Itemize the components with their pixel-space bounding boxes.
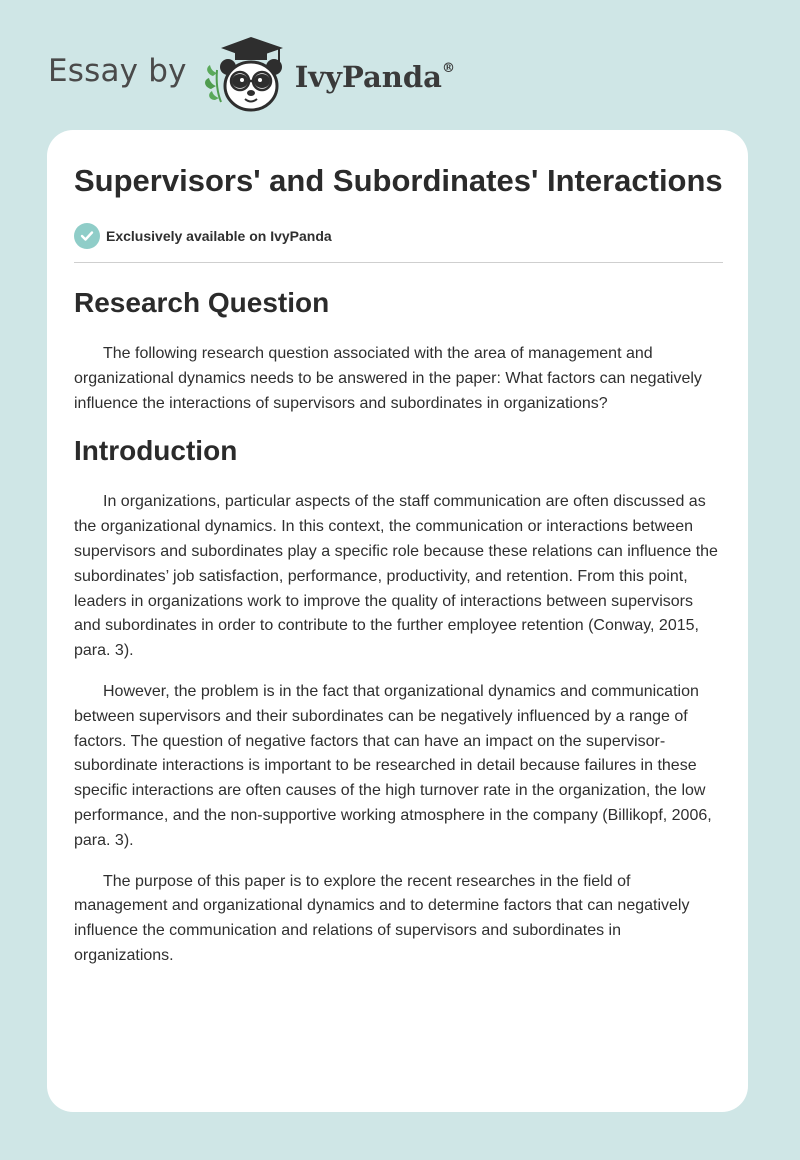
check-circle-icon (74, 223, 100, 249)
section-heading-introduction: Introduction (74, 435, 238, 467)
page-title: Supervisors' and Subordinates' Interactions (74, 163, 723, 198)
ivy-leaf-icon (205, 65, 221, 102)
paragraph: In organizations, particular aspects of the staff communication are often discussed as the organizational dynamics. In this context, the communication or interactions between supervisors and subordinates play a specific role because these relations can influence the subordinates’ job satisfaction, performance, productivity, and retention. From this point, leaders in organizations work to improve the quality of interactions between supervisors and subordinates in order to contribute to the further employee retention (Conway, 2015, para. 3). (74, 493, 718, 660)
paragraph: The following research question associated with the area of management and organizational dynamics needs to be answered in the paper: What factors can negatively influence the interactions of supervisors and subordinates in organizations? (74, 345, 702, 412)
exclusive-badge (74, 222, 724, 250)
panda-logo-icon[interactable] (201, 34, 293, 114)
badge-label: Exclusively available on IvyPanda (106, 228, 332, 244)
site-header (48, 34, 455, 114)
essay-card (47, 130, 748, 1112)
section-heading-research-question: Research Question (74, 287, 330, 318)
brand-name[interactable] (295, 60, 455, 94)
paragraph: The purpose of this paper is to explore the recent researches in the field of management and organizational dynamics and to determine factors that can negatively influence the communication and relations of supervisors and subordinates in organizations. (74, 872, 690, 964)
essay-by-label: Essay by (48, 53, 187, 89)
divider (74, 262, 723, 263)
paragraph: However, the problem is in the fact that organizational dynamics and communication between supervisors and their subordinates can be negatively influenced by a range of factors. The question of negative factors that can have an impact on the supervisor-subordinate interactions is important to be researched in detail because failures in these specific interactions are often causes of the high turnover rate in the organization, the low performance, and the non-supportive working atmosphere in the company (Billikopf, 2006, para. 3). (74, 682, 712, 849)
registered-mark: ® (441, 61, 455, 77)
brand-name-text: IvyPanda (294, 60, 442, 94)
essay-content (74, 160, 724, 969)
